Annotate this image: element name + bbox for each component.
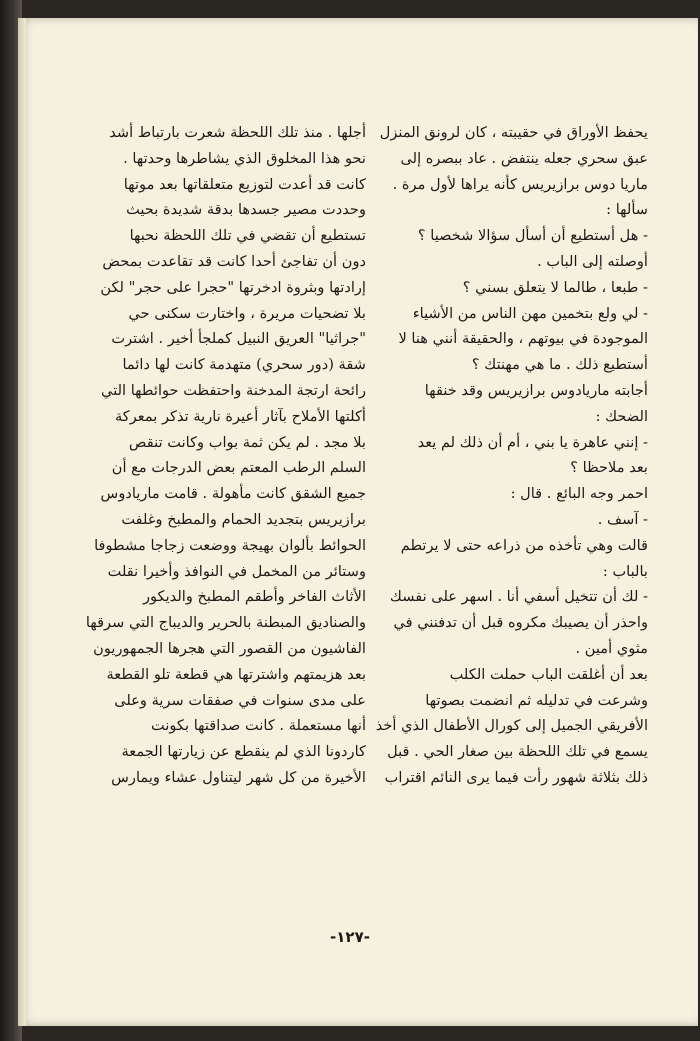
text-line: رائحة ارتجة المدخنة واحتفظت حوائطها التي — [101, 381, 366, 399]
text-line: وستائر من المخمل في النوافذ وأخيرا نقلت — [107, 562, 366, 580]
text-line: الموجودة في بيوتهم ، والحقيقة أنني هنا لا — [398, 330, 648, 348]
text-line: عبق سحري جعله ينتفض . عاد ببصره إلى — [400, 149, 648, 167]
text-line: أستطيع ذلك . ما هي مهنتك ؟ — [471, 356, 648, 374]
text-line: بالباب : — [602, 562, 648, 580]
text-line: - إنني عاهرة يا بني ، أم أن ذلك لم يعد — [417, 433, 648, 451]
text-line: وشرعت في تدليله ثم انضمت بصوتها — [425, 691, 648, 709]
left-text-column — [85, 120, 366, 791]
text-line: دون أن تفاجئ أحدا كانت قد تقاعدت بمحض — [102, 252, 366, 270]
text-line: أوصلته إلى الباب . — [537, 252, 648, 270]
text-line: إرادتها وبثروة ادخرتها "حجرا على حجر" لكن — [100, 278, 366, 296]
text-line: وحددت مصير جسدها بدقة شديدة بحيث — [126, 201, 366, 219]
text-line: ذلك بثلاثة شهور رأت فيما يرى النائم اقتراب — [384, 768, 648, 786]
text-line: بعد أن أغلقت الباب حملت الكلب — [449, 665, 648, 683]
text-line: - آسف . — [597, 510, 648, 528]
text-line: يحفظ الأوراق في حقيبته ، كان لرونق المنزل — [379, 124, 648, 141]
text-line: الأخيرة من كل شهر ليتناول عشاء ويمارس — [111, 768, 366, 786]
page-gutter-shadow — [18, 18, 26, 1026]
text-line: أجلها . منذ تلك اللحظة شعرت بارتباط أشد — [109, 124, 366, 141]
text-line: جميع الشقق كانت مأهولة . قامت ماريادوس — [100, 485, 366, 503]
text-line: الفاشيون من القصور التي هجرها الجمهوريون — [93, 639, 366, 657]
text-line: - طبعا ، طالما لا يتعلق بسني ؟ — [462, 278, 648, 296]
text-line: "جراثيا" العريق النبيل كملجأ أخير . اشترت — [111, 330, 366, 348]
text-line: كاردونا الذي لم ينقطع عن زيارتها الجمعة — [121, 743, 366, 761]
text-line: أجابته ماريادوس برازيريس وقد خنقها — [424, 381, 648, 399]
text-line: على مدى سنوات في صفقات سرية وعلى — [114, 691, 366, 709]
text-line: أنها مستعملة . كانت صداقتها بكونت — [151, 717, 366, 735]
text-line: الأثاث الفاخر وأطقم المطبخ والديكور — [142, 588, 366, 606]
text-line: الضحك : — [595, 407, 648, 425]
text-line: سألها : — [606, 201, 648, 219]
text-line: بلا مجد . لم يكن ثمة بواب وكانت تنقص — [128, 433, 366, 451]
text-line: نحو هذا المخلوق الذي يشاطرها وحدتها . — [123, 149, 366, 167]
text-line: شقة (دور سحري) متهدمة كانت لها دائما — [122, 356, 366, 374]
text-line: والصناديق المبطنة بالحرير والديباج التي سرقها — [85, 614, 366, 632]
text-line: واحذر أن يصيبك مكروه قبل أن تدفنني في — [393, 614, 648, 632]
text-line: - لك أن تتخيل أسفي أنا . اسهر على نفسك — [389, 588, 648, 606]
page-number: -١٢٧- — [330, 928, 370, 946]
right-text-column — [375, 120, 648, 791]
text-line: قالت وهي تأخذه من ذراعه حتى لا يرتطم — [400, 536, 648, 554]
text-line: ماريا دوس برازيريس كأنه يراها لأول مرة . — [392, 175, 648, 193]
text-line: تستطيع أن تقضي في تلك اللحظة نحبها — [129, 227, 366, 245]
text-line: كانت قد أعدت لتوزيع متعلقاتها بعد موتها — [123, 175, 366, 193]
text-line: الأفريقي الجميل إلى كورال الأطفال الذي أخذ — [375, 717, 648, 735]
text-line: أكلتها الأملاح بآثار أعيرة نارية تذكر بمعركة — [114, 407, 366, 425]
text-line: - هل أستطيع أن أسأل سؤالا شخصيا ؟ — [417, 227, 648, 245]
text-line: برازيريس بتجديد الحمام والمطبخ وغلفت — [121, 510, 366, 528]
text-line: بعد ملاحظا ؟ — [570, 459, 648, 477]
text-line: الحوائط بألوان بهيجة ووضعت زجاجا مشطوفا — [94, 536, 366, 554]
text-line: بعد هزيمتهم واشترتها هي قطعة تلو القطعة — [106, 665, 366, 683]
text-line: السلم الرطب المعتم بعض الدرجات مع أن — [111, 459, 366, 477]
text-line: يسمع في تلك اللحظة بين صغار الحي . قبل — [387, 743, 648, 761]
text-line: - لي ولع بتخمين مهن الناس من الأشياء — [412, 304, 648, 322]
text-line: احمر وجه البائع . قال : — [510, 485, 648, 503]
text-line: بلا تضحيات مريرة ، واختارت سكنى حي — [128, 304, 366, 322]
text-line: مثوي أمين . — [575, 639, 648, 657]
